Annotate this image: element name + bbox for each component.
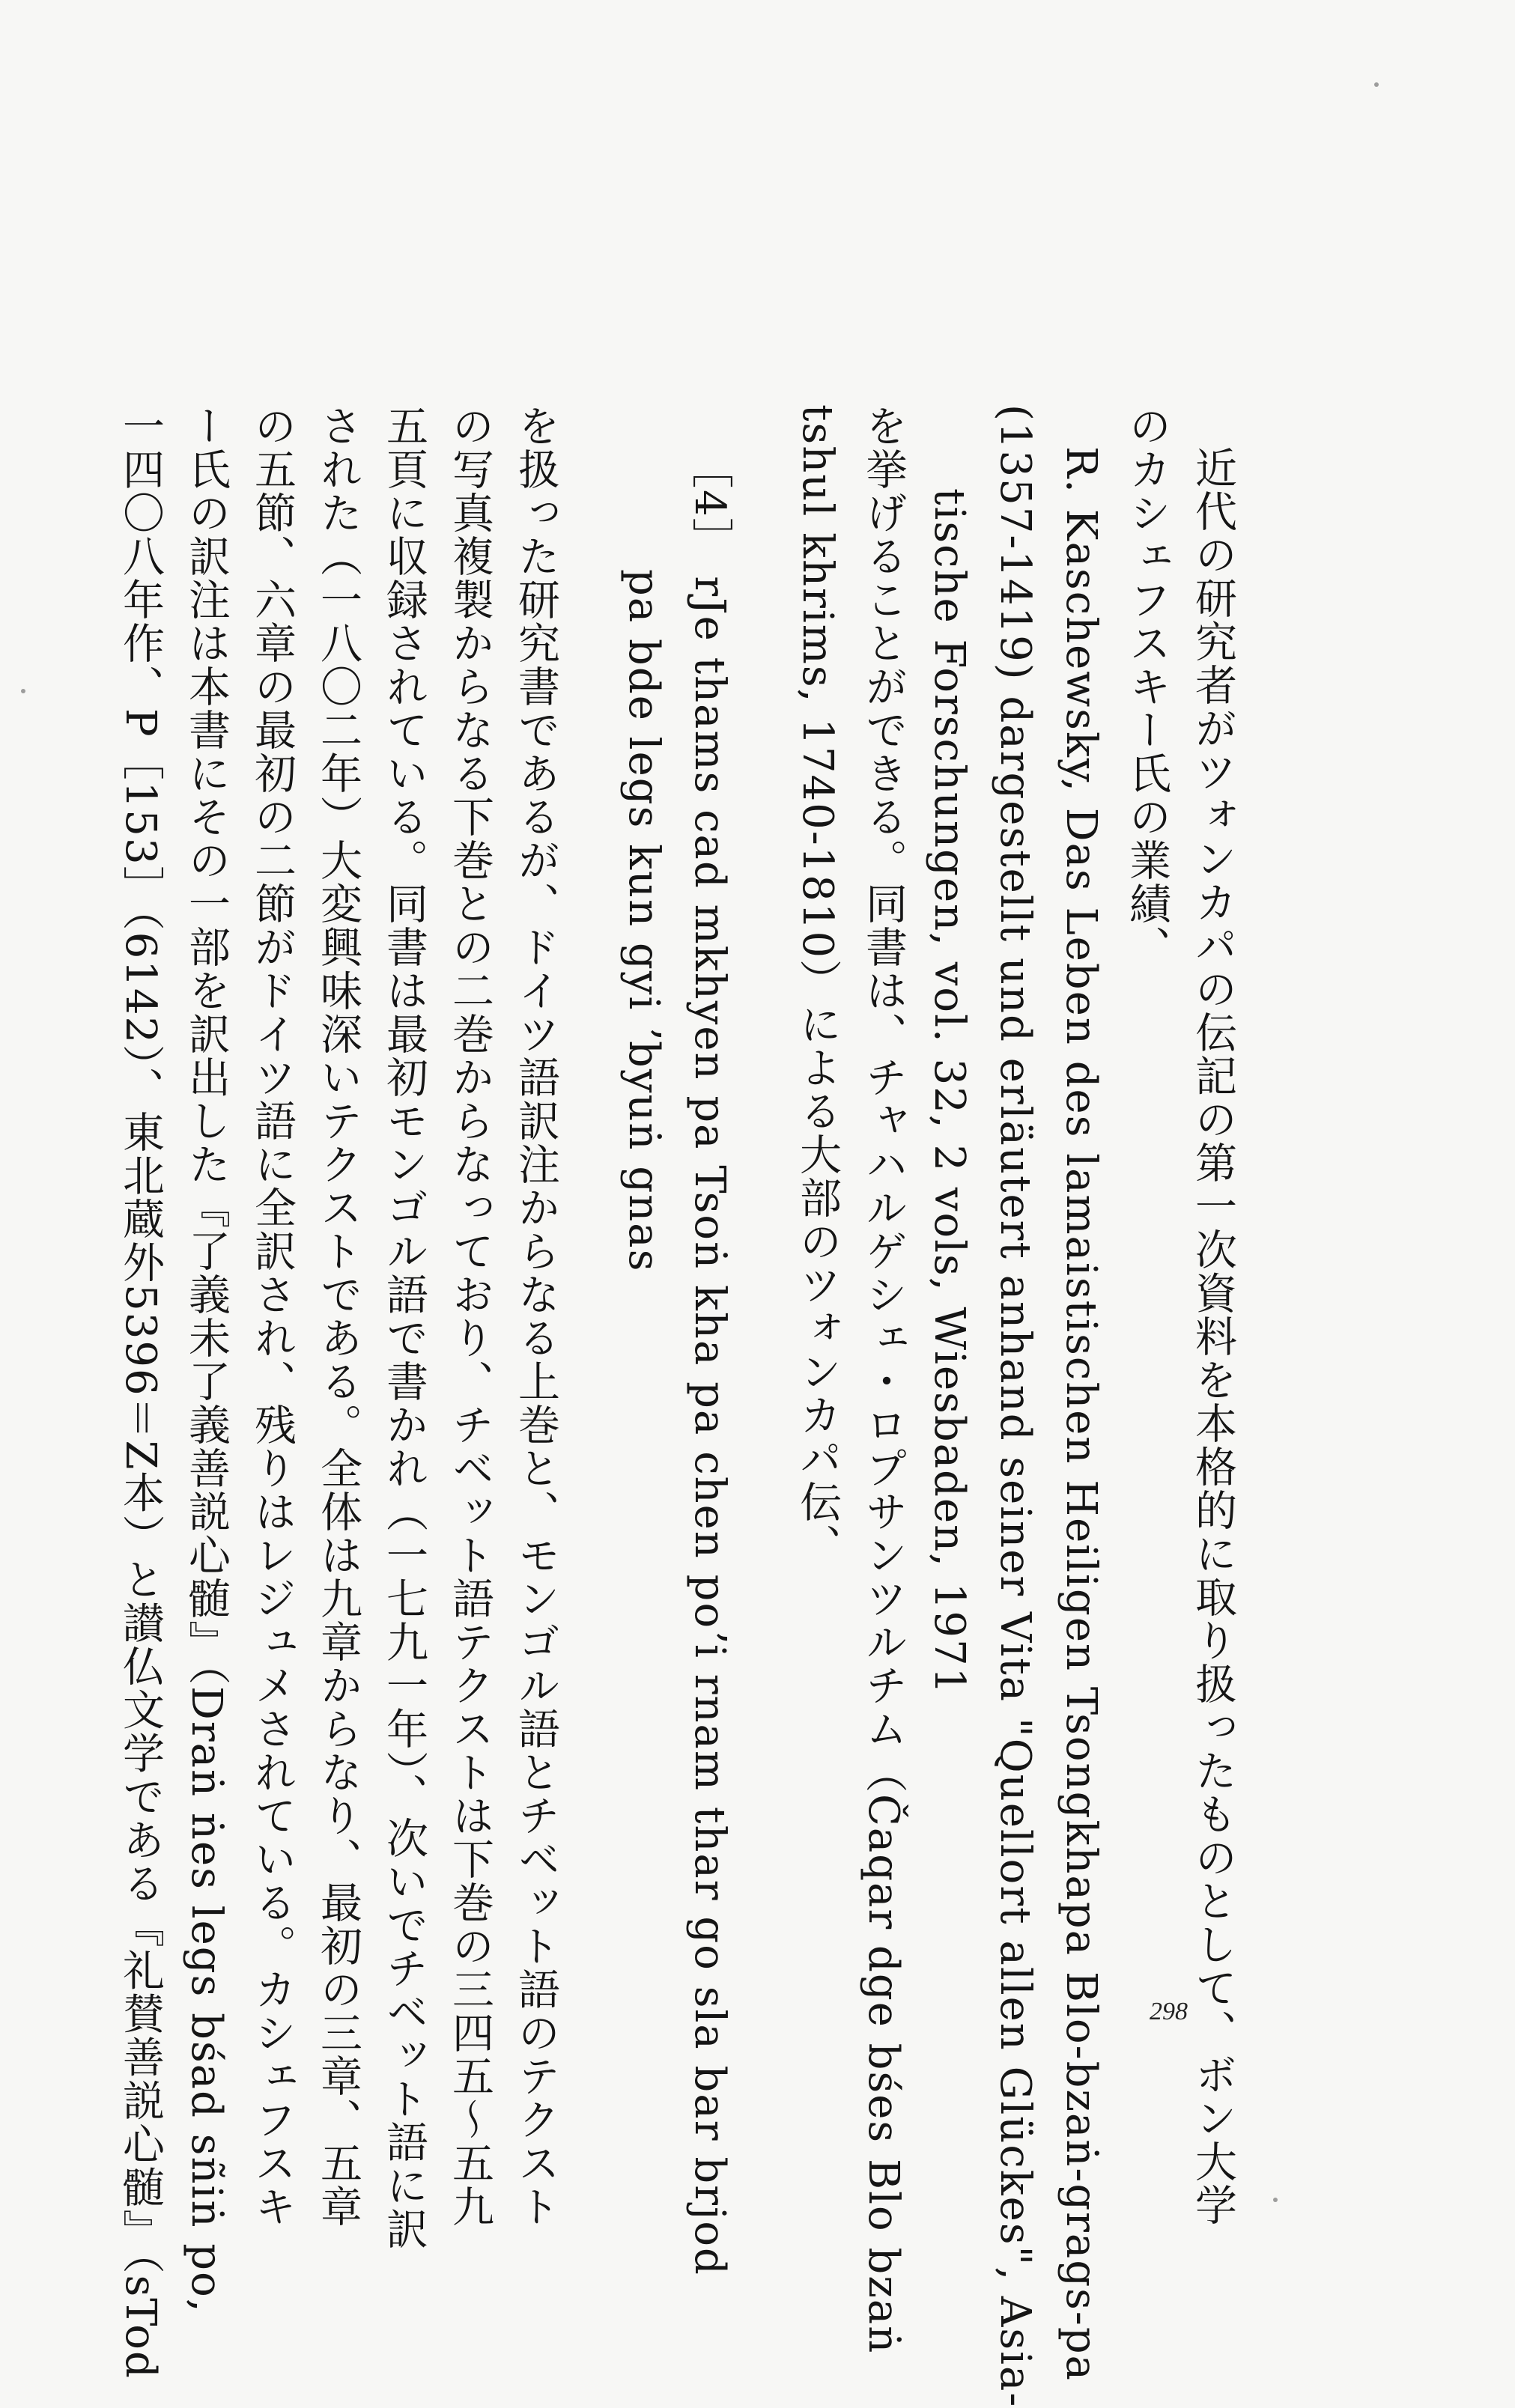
text-line: ー氏の訳注は本書にその一部を訳出した『了義未了義善説心髄』（Draṅ ṅes legs bśad sñiṅ po, — [182, 404, 231, 2314]
text-line: の写真複製からなる下巻との二巻からなっており、チベット語テクストは下巻の三四五〜五九 — [446, 404, 494, 2228]
text-line: tshul khrims, 1740-1810）による大部のツォンカパ伝、 — [793, 404, 842, 1568]
section-gap — [568, 404, 610, 1984]
text-line: を挙げることができる。同書は、チャハルゲシェ・ロプサンツルチム（Čaqar dge bśes Blo bzaṅ — [859, 404, 908, 2355]
entry-heading-line: ［4］ rJe thams cad mkhyen pa Tsoṅ kha pa chen poʼi rnam thar go sla bar brjod — [685, 446, 734, 2276]
text-line: を扱った研究書であるが、ドイツ語訳注からなる上巻と、モンゴル語とチベット語のテクスト — [511, 404, 560, 2228]
text-line: tische Forschungen, vol. 32, 2 vols, Wiesbaden, 1971 — [925, 488, 974, 1696]
text-line: のカシェフスキー氏の業績、 — [1123, 404, 1171, 969]
entry-heading-line: pa bde legs kun gyi ʼbyuṅ gnas — [619, 569, 668, 1273]
text-line: された（一八〇二年）大変興味深いテクストである。全体は九章からなり、最初の三章、五章 — [314, 404, 362, 2228]
text-line: の五節、六章の最初の二節がドイツ語に全訳され、残りはレジュメされている。カシェフスキ — [248, 404, 297, 2228]
text-line: (1357-1419) dargestellt und erläutert anhand seiner Vita "Quellort allen Glückes", Asia- — [991, 404, 1039, 2408]
scan-speck — [1273, 2198, 1278, 2202]
text-line: 近代の研究者がツォンカパの伝記の第一次資料を本格的に取り扱ったものとして、ボン大学 — [1188, 446, 1237, 2227]
text-line: 五頁に収録されている。同書は最初モンゴル語で書かれ（一七九一年）、次いでチベット語に訳 — [380, 404, 428, 2251]
scan-speck — [1374, 82, 1379, 87]
scan-speck — [21, 689, 25, 693]
text-line: R. Kaschewsky, Das Leben des lamaistischen Heiligen Tsongkhapa Blo-bzaṅ-grags-pa — [1057, 446, 1105, 2383]
text-line: 一四〇八年作、P［153］（6142）、東北蔵外5396＝Z本）と讃仏文学である『礼賛善説心髄』（sTod — [116, 404, 165, 2380]
section-gap — [742, 404, 784, 1984]
page-number: 298 — [1150, 1998, 1188, 2025]
